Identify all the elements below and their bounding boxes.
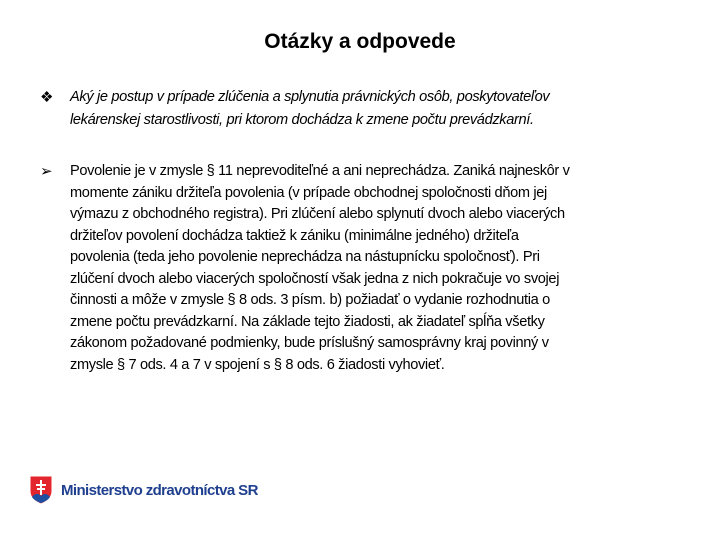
answer-text	[70, 161, 670, 376]
answer-line: činnosti a môže v zmysle § 8 ods. 3 písm. b) požiadať o vydanie rozhodnutia o	[70, 292, 550, 308]
question-line: lekárenskej starostlivosti, pri ktorom dochádza k zmene počtu prevádzkarní.	[70, 112, 534, 128]
answer-line: zlúčení dvoch alebo viacerých spoločností však jedna z nich pokračuje vo svojej	[70, 270, 560, 287]
question-line: Aký je postup v prípade zlúčenia a splynutia právnických osôb, poskytovateľov	[70, 89, 550, 105]
answer-line: zmysle § 7 ods. 4 a 7 v spojení s § 8 ods. 6 žiadosti vyhovieť.	[70, 356, 445, 373]
answer-line: Povolenie je v zmysle § 11 neprevoditeľné a ani neprechádza. Zaniká najneskôr v	[70, 163, 570, 179]
slovak-coat-of-arms-icon	[29, 475, 53, 505]
answer-line: povolenia (teda jeho povolenie neprechádza na nástupnícku spoločnosť). Pri	[70, 249, 540, 265]
diamond-bullet-icon: ❖	[40, 89, 54, 106]
ministry-logo	[29, 475, 258, 505]
question-text	[70, 86, 670, 132]
answer-line: momente zániku držiteľa povolenia (v prípade obchodnej spoločnosti dňom jej	[70, 184, 547, 201]
answer-line: výmazu z obchodného registra). Pri zlúčení alebo splynutí dvoch alebo viacerých	[70, 206, 565, 222]
answer-line: zmene počtu prevádzkarní. Na základe tejto žiadosti, ak žiadateľ spĺňa všetky	[70, 313, 545, 330]
slide-title: Otázky a odpovede	[264, 30, 456, 53]
ministry-name: Ministerstvo zdravotníctva SR	[61, 481, 258, 499]
arrow-bullet-icon: ➢	[40, 163, 53, 180]
answer-line: zákonom požadované podmienky, bude príslušný samosprávny kraj povinný v	[70, 335, 549, 351]
answer-line: držiteľov povolení dochádza taktiež k zániku (minimálne jedného) držiteľa	[70, 227, 519, 244]
